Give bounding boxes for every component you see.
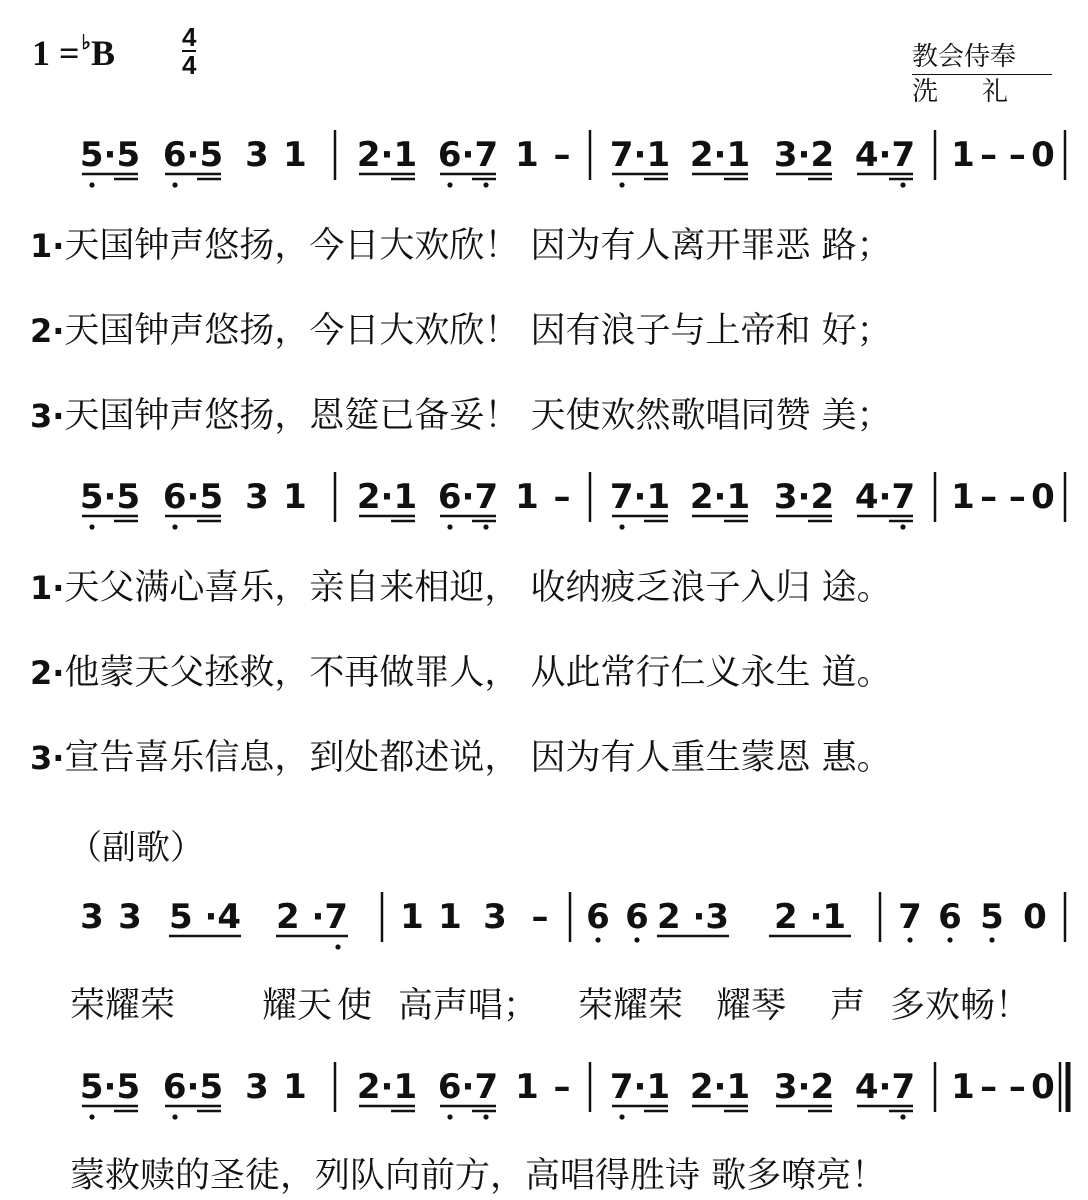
verse-text: 他蒙天父拯救，不再做罪人， 从此常行仁义永生 道。 — [64, 653, 892, 693]
verse-line-6 — [30, 730, 892, 780]
flat-sign: ♭ — [81, 32, 91, 54]
note-m3-0: 7·1 — [609, 1067, 671, 1107]
note-m1-2: 3 — [245, 1067, 269, 1107]
note-m1-1: 6·5 — [162, 1067, 224, 1107]
note-m4-0: 1 — [951, 135, 975, 175]
note-m1-1: 6·5 — [162, 135, 224, 175]
note-m3-2: 3·2 — [773, 135, 835, 175]
chorus-word: 荣耀荣 — [70, 986, 176, 1026]
low-octave-dot — [89, 182, 94, 187]
verse-line-2 — [30, 303, 892, 353]
verse-number: 1· — [30, 569, 65, 607]
low-octave-dot — [989, 937, 994, 942]
chorus-label: （副歌） — [68, 828, 204, 868]
chorus-word: 多欢畅！ — [890, 986, 1031, 1026]
note-m4-2: 0 — [1031, 1067, 1055, 1107]
note-m2-2: 1 — [515, 477, 539, 517]
low-octave-dot — [89, 1114, 94, 1119]
note-m2-2: 1 — [515, 135, 539, 175]
note-m3-1: 2·1 — [689, 135, 751, 175]
note-m3-0: 7·1 — [609, 477, 671, 517]
note-m4-2: 0 — [1031, 477, 1055, 517]
note-m1-3: 1 — [283, 135, 307, 175]
note-m3-3: 4·7 — [854, 477, 916, 517]
note-m1-2: 5 ·4 — [168, 897, 242, 937]
chorus-word: 高声唱； — [398, 986, 539, 1026]
low-octave-dot — [947, 937, 952, 942]
note-m2-0: 2·1 — [356, 1067, 418, 1107]
note-m2-0: 2·1 — [356, 477, 418, 517]
note-m3-2: 3·2 — [773, 477, 835, 517]
note-m3-3: 2 ·1 — [773, 897, 847, 937]
low-octave-dot — [619, 1114, 624, 1119]
note-m2-0: 1 — [400, 897, 424, 937]
verse-text: 天国钟声悠扬，恩筵已备妥！ 天使欢然歌唱同赞 美； — [64, 396, 892, 436]
low-octave-dot — [483, 182, 488, 187]
chorus-lyric-line-2: 蒙救赎的圣徒，列队向前方，高唱得胜诗 歌多嘹亮！ — [70, 1156, 887, 1196]
verse-number: 1· — [30, 227, 65, 265]
note-m4-1: – – — [980, 135, 1026, 175]
note-m2-1: 6·7 — [437, 477, 499, 517]
note-m4-2: 0 — [1031, 135, 1055, 175]
note-m1-2: 3 — [245, 135, 269, 175]
note-m4-1: 6 — [938, 897, 962, 937]
chorus-word: 耀琴 — [716, 986, 787, 1026]
verse-text: 天国钟声悠扬，今日大欢欣！ 因有浪子与上帝和 好； — [64, 311, 892, 351]
note-m1-0: 5·5 — [79, 477, 141, 517]
note-m3-1: 6 — [625, 897, 649, 937]
note-m4-0: 7 — [898, 897, 922, 937]
time-signature-bottom: 4 — [182, 50, 197, 80]
note-m4-3: 0 — [1023, 897, 1047, 937]
verse-number: 2· — [30, 312, 65, 350]
low-octave-dot — [900, 1114, 905, 1119]
low-octave-dot — [447, 1114, 452, 1119]
low-octave-dot — [483, 1114, 488, 1119]
note-m2-2: 1 — [515, 1067, 539, 1107]
note-m2-0: 2·1 — [356, 135, 418, 175]
low-octave-dot — [619, 182, 624, 187]
notation-line-2 — [0, 460, 1088, 540]
note-m1-0: 5·5 — [79, 1067, 141, 1107]
low-octave-dot — [335, 944, 340, 949]
chorus-word: 耀天 — [262, 986, 333, 1026]
verse-line-5 — [30, 645, 892, 695]
note-m1-3: 1 — [283, 1067, 307, 1107]
subcategory-label: 洗礼 — [911, 77, 1052, 107]
notation-line-chorus — [0, 880, 1088, 960]
note-m2-3: – — [531, 897, 549, 937]
notation-line-1 — [0, 118, 1088, 198]
note-m2-3: – — [553, 477, 571, 517]
note-m3-2: 3·2 — [773, 1067, 835, 1107]
low-octave-dot — [89, 524, 94, 529]
verse-line-1 — [30, 218, 892, 268]
key-prefix: 1 = — [32, 33, 80, 73]
low-octave-dot — [172, 524, 177, 529]
note-m2-1: 6·7 — [437, 135, 499, 175]
note-m4-0: 1 — [951, 477, 975, 517]
low-octave-dot — [900, 182, 905, 187]
note-m4-1: – – — [980, 477, 1026, 517]
note-m4-0: 1 — [951, 1067, 975, 1107]
verse-text: 宣告喜乐信息，到处都述说， 因为有人重生蒙恩 惠。 — [64, 738, 892, 778]
note-m3-3: 4·7 — [854, 135, 916, 175]
low-octave-dot — [900, 524, 905, 529]
low-octave-dot — [447, 524, 452, 529]
verse-text: 天父满心喜乐，亲自来相迎， 收纳疲乏浪子入归 途。 — [64, 568, 892, 608]
time-signature-top: 4 — [182, 22, 197, 52]
low-octave-dot — [634, 937, 639, 942]
low-octave-dot — [907, 937, 912, 942]
note-m3-0: 6 — [586, 897, 610, 937]
note-m1-0: 5·5 — [79, 135, 141, 175]
notation-line-final — [0, 1050, 1088, 1130]
verse-number: 3· — [30, 739, 65, 777]
verse-number: 3· — [30, 397, 65, 435]
note-m2-3: – — [553, 1067, 571, 1107]
chorus-word: 使 — [337, 986, 373, 1026]
note-m2-1: 1 — [438, 897, 462, 937]
note-m1-0: 3 — [80, 897, 104, 937]
note-m1-2: 3 — [245, 477, 269, 517]
verse-line-4 — [30, 560, 892, 610]
note-m3-2: 2 ·3 — [656, 897, 730, 937]
verse-text: 天国钟声悠扬，今日大欢欣！ 因为有人离开罪恶 路； — [64, 226, 892, 266]
low-octave-dot — [619, 524, 624, 529]
low-octave-dot — [483, 524, 488, 529]
chorus-word: 声 — [830, 986, 866, 1026]
low-octave-dot — [447, 182, 452, 187]
note-m2-2: 3 — [483, 897, 507, 937]
low-octave-dot — [172, 182, 177, 187]
note-m2-3: – — [553, 135, 571, 175]
low-octave-dot — [595, 937, 600, 942]
note-m1-3: 2 ·7 — [275, 897, 349, 937]
verse-line-3 — [30, 388, 892, 438]
note-m3-1: 2·1 — [689, 1067, 751, 1107]
note-m3-1: 2·1 — [689, 477, 751, 517]
category-label: 教会侍奉 — [912, 40, 1052, 75]
note-m1-1: 3 — [118, 897, 142, 937]
note-m2-1: 6·7 — [437, 1067, 499, 1107]
note-m4-1: – – — [980, 1067, 1026, 1107]
time-signature — [182, 24, 196, 78]
category-tag — [912, 40, 1052, 109]
note-m3-3: 4·7 — [854, 1067, 916, 1107]
note-m1-1: 6·5 — [162, 477, 224, 517]
note-m1-3: 1 — [283, 477, 307, 517]
verse-number: 2· — [30, 654, 65, 692]
chorus-word: 荣耀荣 — [578, 986, 684, 1026]
note-m4-2: 5 — [980, 897, 1004, 937]
key-note: B — [90, 33, 115, 73]
key-signature — [32, 32, 115, 74]
low-octave-dot — [172, 1114, 177, 1119]
note-m3-0: 7·1 — [609, 135, 671, 175]
